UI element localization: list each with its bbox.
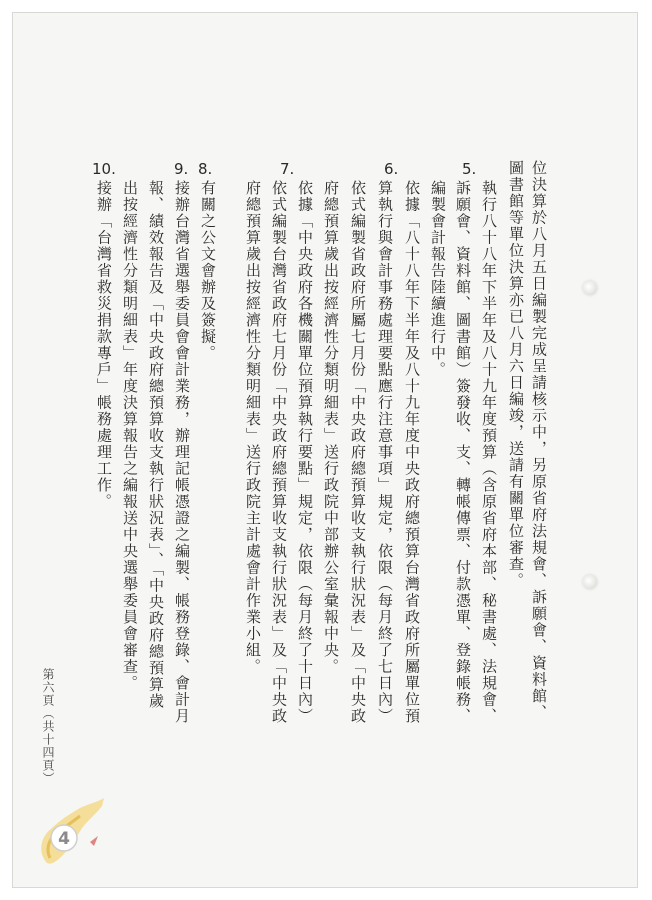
item-number-7: 7. (280, 160, 295, 178)
text-column-13: 有關之公文會辦及簽擬。 (199, 180, 217, 362)
text-column-9: 府總預算歲出按經濟性分類明細表」送行政院中部辦公室彙報中央。 (322, 180, 340, 675)
text-column-3: 執行八十八年下半年及八十九年度預算（含原省府本部、秘書處、法規會、 (480, 180, 498, 725)
item-number-10: 10. (92, 160, 116, 178)
text-column-6: 依據「八十八年下半年及八十九年度中央政府總預算台灣省政府所屬單位預 (403, 180, 421, 725)
text-column-14: 接辦台灣省選舉委員會會計業務，辦理記帳憑證之編製、帳務登錄、會計月 (173, 180, 191, 725)
punch-hole-top (583, 281, 597, 295)
taiwan-logo-icon (28, 792, 114, 872)
item-number-6: 6. (384, 160, 399, 178)
punch-hole-bottom (583, 575, 597, 589)
logo-numeral: 4 (58, 829, 70, 849)
text-column-2: 圖書館等單位決算亦已八月六日編竣，送請有關單位審查。 (507, 160, 525, 589)
item-number-8: 8. (198, 160, 213, 178)
item-number-9: 9. (174, 160, 189, 178)
text-column-7: 算執行與會計事務處理要點應行注意事項」規定，依限（每月終了七日內） (376, 180, 394, 725)
text-column-11: 依式編製台灣省政府七月份「中央政府總預算收支執行狀況表」及「中央政 (270, 180, 288, 725)
text-column-17: 接辦「台灣省救災捐款專戶」帳務處理工作。 (95, 180, 113, 510)
text-column-8: 依式編製省政府所屬七月份「中央政府總預算收支執行狀況表」及「中央政 (349, 180, 367, 725)
text-column-5: 編製會計報告陸續進行中。 (429, 180, 447, 378)
text-column-16: 出按經濟性分類明細表」年度決算報告之編報送中央選舉委員會審查。 (121, 180, 139, 692)
text-column-1: 位決算於八月五日編製完成呈請核示中，另原省府法規會、訴願會、資料館、 (530, 160, 548, 721)
text-column-10: 依據「中央政府各機關單位預算執行要點」規定，依限（每月終了十日內） (296, 180, 314, 725)
item-number-5: 5. (462, 160, 477, 178)
page-number-label: 第六頁（共十四頁） (41, 668, 55, 785)
text-column-4: 訴願會、資料館、圖書館）簽發收、支、轉帳傳票、付款憑單、登錄帳務、 (454, 180, 472, 725)
text-column-15: 報、績效報告及「中央政府總預算收支執行狀況表」、「中央政府總預算歲 (147, 180, 165, 710)
text-column-12: 府總預算歲出按經濟性分類明細表」送行政院主計處會計作業小組。 (244, 180, 262, 675)
